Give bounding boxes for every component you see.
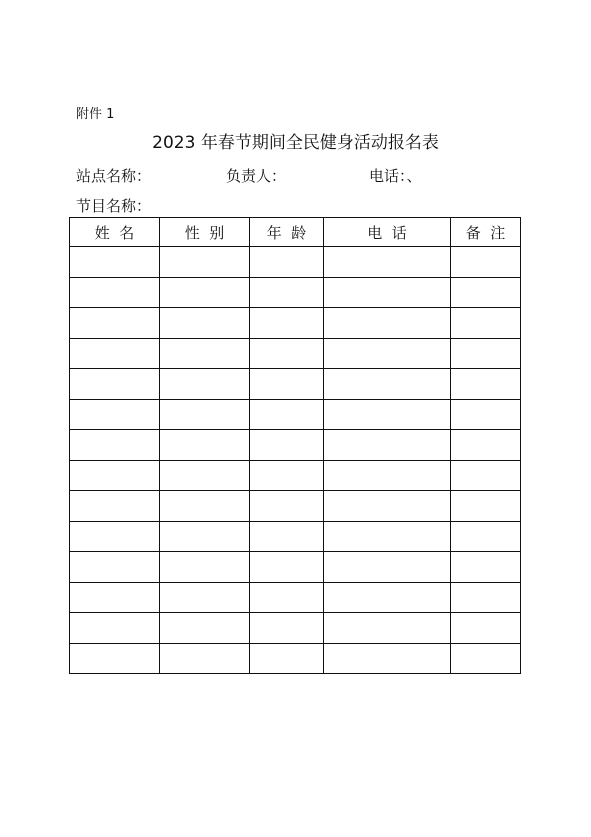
- table-cell[interactable]: [324, 430, 451, 461]
- program-name-label: 节目名称：: [76, 197, 152, 215]
- table-cell[interactable]: [324, 643, 451, 674]
- table-row: [70, 491, 521, 522]
- table-body: [70, 247, 521, 674]
- table-cell[interactable]: [250, 277, 324, 308]
- phone-label: 电话：、: [369, 167, 422, 185]
- table-cell[interactable]: [324, 369, 451, 400]
- table-cell[interactable]: [160, 399, 250, 430]
- table-cell[interactable]: [70, 552, 160, 583]
- table-cell[interactable]: [324, 491, 451, 522]
- table-cell[interactable]: [250, 582, 324, 613]
- table-cell[interactable]: [324, 338, 451, 369]
- table-cell[interactable]: [324, 582, 451, 613]
- column-header-phone: 电 话: [324, 218, 451, 247]
- table-cell[interactable]: [70, 643, 160, 674]
- table-cell[interactable]: [324, 613, 451, 644]
- table-cell[interactable]: [451, 521, 521, 552]
- column-header-age: 年 龄: [250, 218, 324, 247]
- table-cell[interactable]: [451, 247, 521, 278]
- table-cell[interactable]: [160, 643, 250, 674]
- table-row: [70, 277, 521, 308]
- table-cell[interactable]: [160, 613, 250, 644]
- table-cell[interactable]: [250, 552, 324, 583]
- table-cell[interactable]: [324, 552, 451, 583]
- table-cell[interactable]: [70, 308, 160, 339]
- registration-table: [69, 217, 521, 674]
- table-row: [70, 613, 521, 644]
- table-row: [70, 460, 521, 491]
- table-cell[interactable]: [451, 582, 521, 613]
- table-cell[interactable]: [324, 521, 451, 552]
- form-title: 2023 年春节期间全民健身活动报名表: [152, 133, 439, 153]
- table-row: [70, 338, 521, 369]
- table-cell[interactable]: [70, 430, 160, 461]
- table-cell[interactable]: [70, 491, 160, 522]
- attachment-label: 附件 1: [76, 107, 115, 122]
- table-cell[interactable]: [324, 308, 451, 339]
- table-cell[interactable]: [160, 460, 250, 491]
- table-cell[interactable]: [451, 460, 521, 491]
- table-cell[interactable]: [451, 338, 521, 369]
- table-cell[interactable]: [250, 613, 324, 644]
- table-cell[interactable]: [250, 369, 324, 400]
- table-cell[interactable]: [160, 582, 250, 613]
- table-cell[interactable]: [160, 552, 250, 583]
- table-row: [70, 430, 521, 461]
- table-row: [70, 399, 521, 430]
- table-cell[interactable]: [451, 277, 521, 308]
- column-header-name: 姓 名: [70, 218, 160, 247]
- table-cell[interactable]: [250, 521, 324, 552]
- table-cell[interactable]: [70, 369, 160, 400]
- table-cell[interactable]: [160, 277, 250, 308]
- table-cell[interactable]: [451, 491, 521, 522]
- table-cell[interactable]: [250, 430, 324, 461]
- table-row: [70, 308, 521, 339]
- table-cell[interactable]: [70, 613, 160, 644]
- table-cell[interactable]: [250, 460, 324, 491]
- table-cell[interactable]: [324, 277, 451, 308]
- column-header-remarks: 备 注: [451, 218, 521, 247]
- table-row: [70, 247, 521, 278]
- table-cell[interactable]: [250, 643, 324, 674]
- table-cell[interactable]: [324, 460, 451, 491]
- table-row: [70, 552, 521, 583]
- table-cell[interactable]: [451, 552, 521, 583]
- table-cell[interactable]: [451, 369, 521, 400]
- table-cell[interactable]: [70, 277, 160, 308]
- table-row: [70, 582, 521, 613]
- table-cell[interactable]: [250, 338, 324, 369]
- table-cell[interactable]: [160, 369, 250, 400]
- table-cell[interactable]: [70, 338, 160, 369]
- table-cell[interactable]: [451, 613, 521, 644]
- table-cell[interactable]: [160, 247, 250, 278]
- table-cell[interactable]: [250, 399, 324, 430]
- table-row: [70, 643, 521, 674]
- table-cell[interactable]: [70, 582, 160, 613]
- table-cell[interactable]: [250, 308, 324, 339]
- table-cell[interactable]: [70, 399, 160, 430]
- table-cell[interactable]: [70, 460, 160, 491]
- table-cell[interactable]: [70, 247, 160, 278]
- table-cell[interactable]: [160, 491, 250, 522]
- table-cell[interactable]: [250, 491, 324, 522]
- table-cell[interactable]: [160, 338, 250, 369]
- table-cell[interactable]: [324, 399, 451, 430]
- table-cell[interactable]: [451, 643, 521, 674]
- table-cell[interactable]: [160, 521, 250, 552]
- table-cell[interactable]: [160, 308, 250, 339]
- table-cell[interactable]: [250, 247, 324, 278]
- table-cell[interactable]: [324, 247, 451, 278]
- table-row: [70, 369, 521, 400]
- column-header-gender: 性 别: [160, 218, 250, 247]
- table-cell[interactable]: [451, 399, 521, 430]
- person-in-charge-label: 负责人：: [226, 167, 287, 185]
- table-cell[interactable]: [451, 430, 521, 461]
- table-cell[interactable]: [70, 521, 160, 552]
- table-cell[interactable]: [160, 430, 250, 461]
- table-header-row: [70, 218, 521, 247]
- station-name-label: 站点名称：: [76, 167, 152, 185]
- table-row: [70, 521, 521, 552]
- table-cell[interactable]: [451, 308, 521, 339]
